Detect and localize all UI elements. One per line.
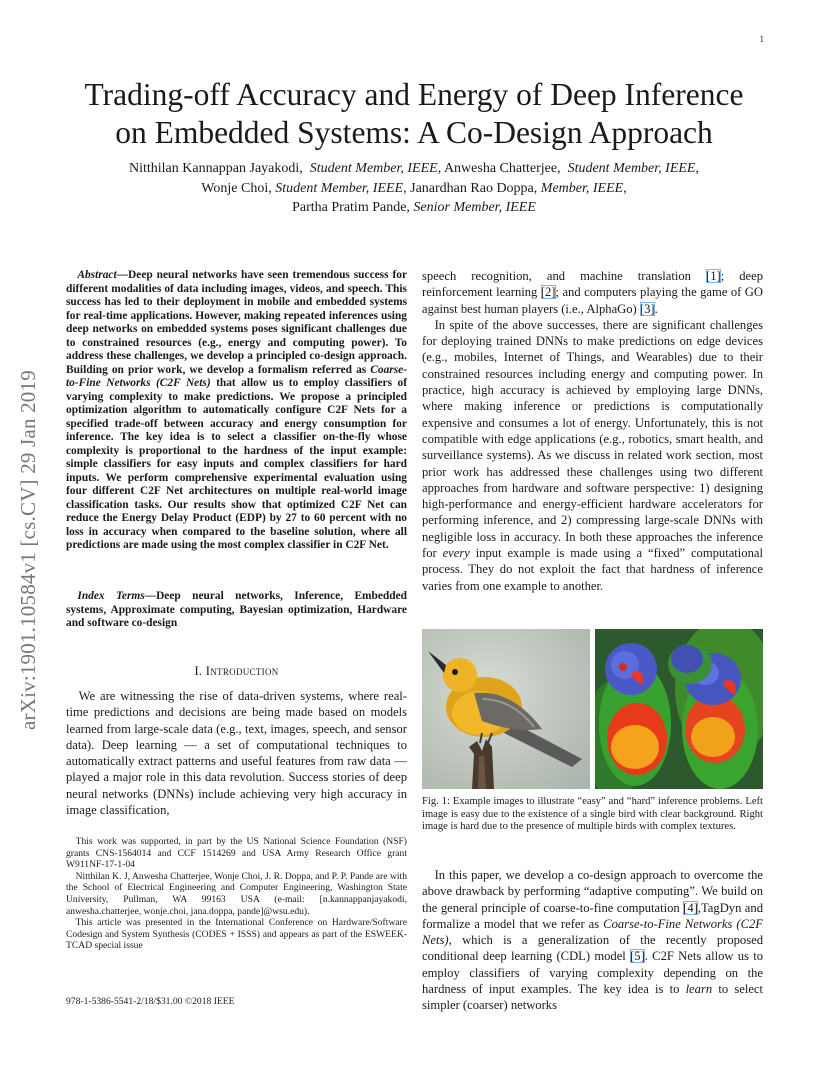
author-5-role: Senior Member, IEEE [413,200,536,215]
citation-1-link[interactable]: [1] [706,269,721,283]
author-3-role: Student Member, IEEE [275,180,404,196]
text-span: In this paper, we develop a co-design approach to overcome the above drawback by performing “adaptive computing”. We build on the general principle of coarse-to-fine computation [422,868,763,915]
author-4-role: Member, IEEE [540,180,624,196]
emphasis: Coarse-to-Fine Networks (C2F Nets) [422,916,763,948]
section-heading [66,664,407,679]
abstract-text-2: that allow us to employ classifiers of varying complexity to make predictions. We propose a principled optimization algorithm to automatically configure C2F Nets for a specified trade-off between accuracy and energy consumption for inference. The key idea is to select a classifier on-the-fly whose complexity is proportional to the hardness of the input example: simple classifiers for easy inputs and complex classifiers for hard inputs. We perform comprehensive experimental evaluation using four different C2F Net architectures on multiple real-world image classification tasks. Our results show that optimized C2F Net can reduce the Energy Delay Product (EDP) by 27 to 60 percent with no loss in accuracy when compared to the baseline solution, where all predictions are made using the most complex classifier in C2F Net. [66,377,407,551]
footnote-conference: This article was presented in the International Conference on Hardware/Software Codesign and System Synthesis (CODES + ISSS) and appears as part of the ESWEEK-TCAD special issue [66,917,407,952]
author-1: Nitthilan Kannappan Jayakodi, [129,161,303,176]
section-number: I. [194,664,203,678]
paragraph-continuation [422,268,763,317]
text-span: ; deep reinforcement learning [422,269,764,300]
footnotes [66,836,407,952]
index-terms-label: Index Terms [77,590,145,602]
text-span: ,TagDyn and formalize a model that we refer as [422,900,763,931]
index-terms-text: —Deep neural networks, Inference, Embedded systems, Approximate computing, Bayesian optimization, Hardware and software co-design [66,590,407,629]
abstract-emph: Coarse-to-Fine Networks (C2F Nets) [66,363,407,389]
text-span: In spite of the above successes, there are significant challenges for deploying trained DNNs to make predictions on edge devices (e.g., mobiles, Internet of Things, and Wearables) due to their constrained resources including energy and computing power. In practice, high accuracy is achieved by employing large DNNs, where making inference or predictions is computationally expensive and consumes a lot of energy. Unfortunately, this is not compatible with edge applications (e.g., robotics, smart health, and surveillance systems). As we discuss in related work section, most prior work has addressed these challenges using two different approaches from hardware and software perspective: 1) designing high-performance and energy-efficient hardware accelerators for performing inference, and 2) compressing large-scale DNNs with negligible loss in accuracy. In both these approaches the inference for [422,317,763,561]
paper-title [40,76,788,152]
text-span: ; and computers playing the game of GO against best human players (i.e., AlphaGo) [422,285,763,316]
citation-2-link[interactable]: [2] [540,285,556,300]
paragraph-codesign [422,867,763,1014]
author-3: Wonje Choi, [201,180,272,196]
footnote-funding: This work was supported, in part by the US National Science Foundation (NSF) grants CNS-1564014 and CCF 1514269 and USA Army Research Office grant W911NF-17-1-04 [66,836,407,871]
abstract-label: Abstract [77,269,117,281]
author-2: , Anwesha Chatterjee, [437,161,561,176]
intro-paragraph: We are witnessing the rise of data-driven systems, where real-time predictions and decisions are being made based on models learned from large-scale data (e.g., text, images, speech, and sensor data). Deep learning — a set of computational techniques to automatically extract patterns and useful features from raw data — played a major role in this data revolution. Success stories of deep neural networks (DNNs) include achieving very high accuracy in image classification, [66,689,407,818]
easy-bird-image [422,629,590,789]
text-span: to select simpler (coarser) networks [422,982,763,1013]
section-title: Introduction [205,664,279,678]
right-column-top [422,268,763,594]
warbler-illustration [422,629,590,789]
emphasis: every [442,546,470,561]
text-span: speech recognition, and machine translation [422,269,706,283]
page-number: 1 [759,34,764,44]
author-4: , Janardhan Rao Doppa, [403,180,538,196]
emphasis: learn [685,982,713,997]
abstract [66,269,407,553]
citation-3-link[interactable]: [3] [639,301,655,316]
index-terms [66,590,407,631]
author-2-role: Student Member, IEEE [567,161,696,176]
text-span: . [654,301,658,316]
figure-caption: Fig. 1: Example images to illustrate “easy” and “hard” inference problems. Left image is easy due to the existence of a single bird with clear background. Right image is hard due to the presence of multiple birds with complex textures. [422,796,763,833]
abstract-text-1: —Deep neural networks have seen tremendous success for different modalities of data including images, videos, and speech. This success has led to their deployment in mobile and embedded systems for real-time applications. However, making repeated inferences using deep networks on embedded systems poses significant challenges due to constrained resources (e.g., energy and computing power). To address these challenges, we develop a principled co-design approach. Building on prior work, we develop a formalism referred as [66,269,407,376]
hard-birds-image [595,629,763,789]
citation-5-link[interactable]: [5] [630,949,645,964]
title-line-2: on Embedded Systems: A Co-Design Approach [115,115,713,150]
citation-4-link[interactable]: [4] [683,900,698,915]
text-span: , which is a generalization of the recently proposed conditional deep learning (CDL) model [422,933,763,964]
footnote-affiliation: Nitthilan K. J, Anwesha Chatterjee, Wonje Choi, J. R. Doppa, and P. P. Pande are with the School of Electrical Engineering and Computer Engineering, Washington State University, Pullman, WA 99163 USA (e-mail: [n.kannappanjayakodi, anwesha.chatterjee, wonje.choi, jana.doppa, pande]@wsu.edu). [66,870,407,917]
author-list: Nitthilan Kannappan Jayakodi, Student Member, IEEE, Anwesha Chatterjee, Student Member, IEEE, Wonje Choi, Student Member, IEEE, Janardhan Rao Doppa, Member, IEEE, Partha Pratim Pande, Senior Member, IEEE [129,161,699,215]
text-span: input example is made using a “fixed” computational process. They do not exploit the fact that hardness of inference varies from one example to another. [422,546,763,593]
text-span: . C2F Nets allow us to employ classifiers of varying complexity depending on the hardness of input examples. The key idea is to [422,949,763,997]
title-line-1: Trading-off Accuracy and Energy of Deep Inference [84,77,744,112]
arxiv-side-label: arXiv:1901.10584v1 [cs.CV] 29 Jan 2019 [16,370,40,730]
figure-1 [422,629,763,789]
paragraph-challenges [422,317,763,594]
lorikeets-illustration [595,629,763,789]
author-1-role: Student Member, IEEE [309,161,438,176]
author-5: Partha Pratim Pande, [292,200,410,215]
copyright-line: 978-1-5386-5541-2/18/$31.00 ©2018 IEEE [66,996,235,1007]
